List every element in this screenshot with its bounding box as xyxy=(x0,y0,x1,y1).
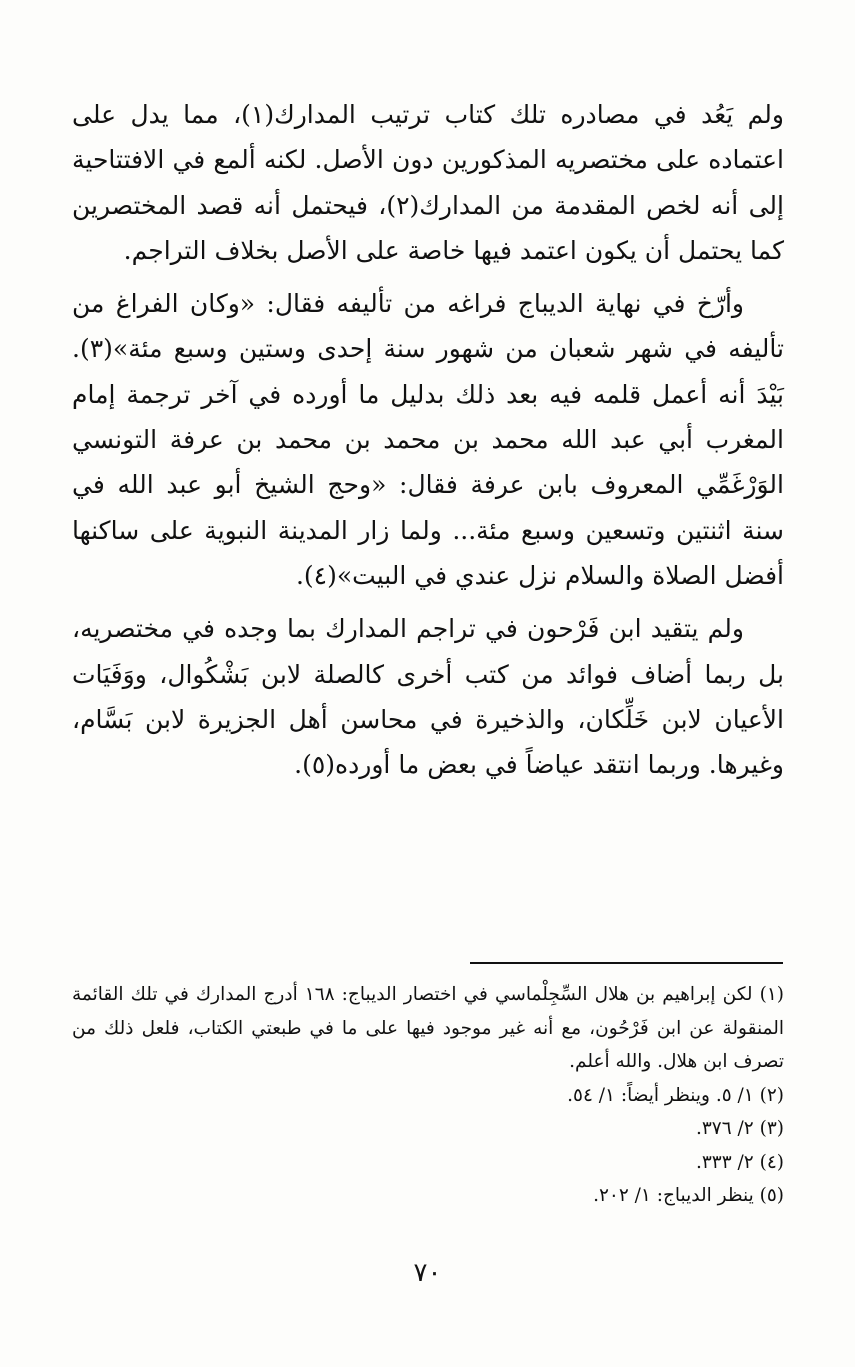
footnote-separator xyxy=(470,962,783,964)
footnotes xyxy=(72,978,784,1213)
paragraph-1: ولم يَعُد في مصادره تلك كتاب ترتيب المدارك(١)، مما يدل على اعتماده على مختصريه المذكورين دون الأصل. لكنه ألمع في الافتتاحية إلى أنه لخص المقدمة من المدارك(٢)، فيحتمل أنه قصد المختصرين كما يحتمل أن يكون اعتمد فيها خاصة على الأصل بخلاف التراجم. xyxy=(72,100,784,265)
footnote-2: (٢) ١/ ٥. وينظر أيضاً: ١/ ٥٤. xyxy=(567,1084,784,1106)
footnote-5: (٥) ينظر الديباج: ١/ ٢٠٢. xyxy=(593,1185,784,1206)
footnote-4: (٤) ٢/ ٣٣٣. xyxy=(695,1151,784,1173)
page-number: ٧٠ xyxy=(413,1258,442,1288)
paragraph-2: وأرّخ في نهاية الديباج فراغه من تأليفه فقال: «وكان الفراغ من تأليفه في شهر شعبان من شهور سنة إحدى وستين وسبع مئة»(٣). بَيْدَ أنه أعمل قلمه فيه بعد ذلك بدليل ما أورده في آخر ترجمة إمام المغرب أبي عبد الله محمد بن محمد بن محمد بن عرفة التونسي الوَرْغَمِّي المعروف بابن عرفة فقال: «وحج الشيخ أبو عبد الله في سنة اثنتين وتسعين وسبع مئة... ولما زار المدينة النبوية على ساكنها أفضل الصلاة والسلام نزل عندي في البيت»(٤). xyxy=(72,289,784,590)
footnote-1: (١) لكن إبراهيم بن هلال السِّجِلْماسي في اختصار الديباج: ١٦٨ أدرج المدارك في تلك القائمة المنقولة عن ابن فَرْحُون، مع أنه غير موجود فيها على ما في طبعتي الكتاب، فلعل ذلك من تصرف ابن هلال. والله أعلم. xyxy=(72,984,785,1072)
paragraph-3: ولم يتقيد ابن فَرْحون في تراجم المدارك بما وجده في مختصريه، بل ربما أضاف فوائد من كتب أخرى كالصلة لابن بَشْكُوال، ووَفَيَات الأعيان لابن خَلِّكان، والذخيرة في محاسن أهل الجزيرة لابن بَسَّام، وغيرها. وربما انتقد عياضاً في بعض ما أورده(٥). xyxy=(72,614,784,780)
main-text xyxy=(72,92,784,787)
footnote-3: (٣) ٢/ ٣٧٦. xyxy=(695,1118,784,1139)
